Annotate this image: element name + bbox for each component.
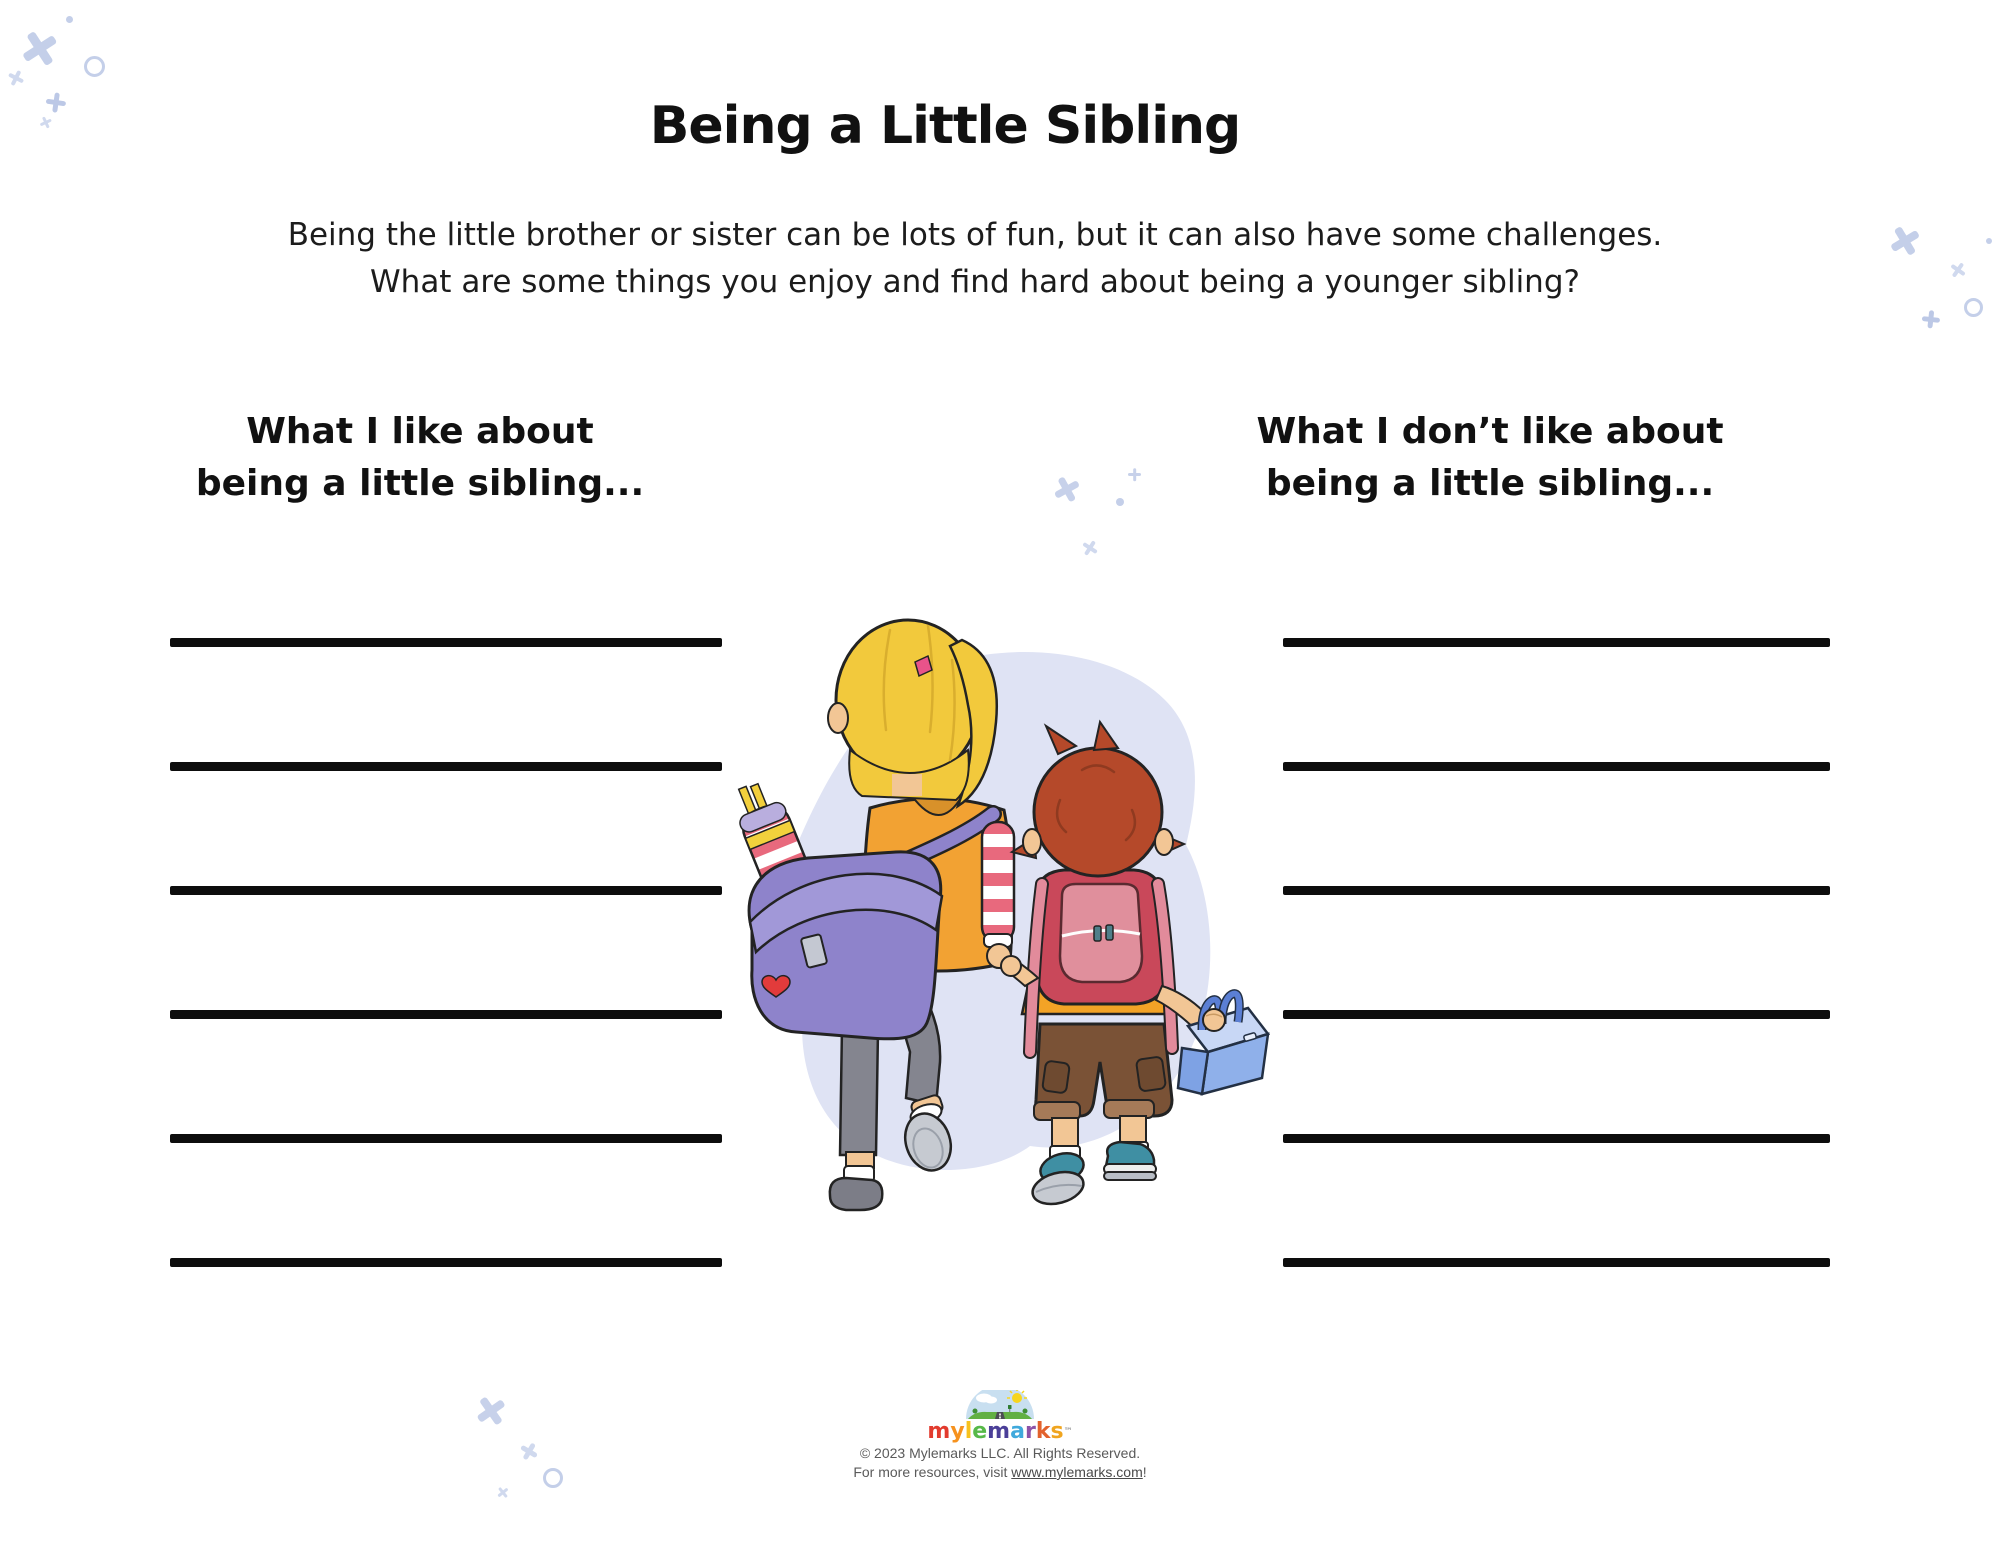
sparkle-x-icon [38,114,53,129]
logo-letter: a [1010,1419,1025,1444]
siblings-illustration [700,600,1300,1220]
resources-text: For more resources, visit www.mylemarks.com! [853,1464,1147,1480]
page-title: Being a Little Sibling [649,96,1241,156]
left-column-heading [120,406,720,510]
writing-line[interactable] [170,762,722,771]
sparkle-plus-icon [1921,309,1941,329]
writing-line[interactable] [1283,762,1830,771]
logo-letter: s [1050,1419,1064,1444]
left-heading-line-1: What I like about [246,411,594,452]
sparkle-plus-icon [45,91,68,114]
writing-line[interactable] [1283,1134,1830,1143]
mylemarks-logo-icon [965,1390,1035,1420]
subtitle-line-2: What are some things you enjoy and find hard about being a younger sibling? [370,264,1580,300]
sparkle-ring-icon [543,1468,563,1488]
logo-letter: l [964,1419,973,1444]
mylemarks-link[interactable]: www.mylemarks.com [1011,1464,1143,1480]
sparkle-dot-icon [1116,498,1124,506]
logo-letter: r [1024,1419,1036,1444]
sparkle-x-icon [1051,473,1083,505]
logo-letter: y [950,1419,965,1444]
footer [700,1390,1300,1482]
logo-letter: e [972,1419,988,1444]
right-writing-lines [1283,638,1830,1278]
logo-wordmark [700,1420,1300,1444]
subtitle-line-1: Being the little brother or sister can be lots of fun, but it can also have some challenges. [287,217,1663,253]
writing-line[interactable] [1283,638,1830,647]
writing-line[interactable] [1283,1010,1830,1019]
sparkle-x-icon [1887,223,1923,259]
writing-line[interactable] [170,1010,722,1019]
trademark-symbol: ™ [1063,1427,1073,1437]
sparkle-x-icon [19,27,62,70]
sparkle-x-icon [518,1440,540,1462]
sparkle-ring-icon [84,56,105,77]
sparkle-x-icon [6,68,26,88]
writing-line[interactable] [170,1134,722,1143]
sparkle-plus-icon [1128,468,1141,481]
sparkle-x-icon [474,1394,509,1429]
writing-line[interactable] [170,1258,722,1267]
sparkle-dot-icon [66,16,73,23]
left-heading-line-2: being a little sibling... [195,463,645,504]
logo-letter: m [927,1419,951,1444]
copyright-text: © 2023 Mylemarks LLC. All Rights Reserved. [859,1445,1141,1461]
sparkle-x-icon [1949,261,1968,280]
right-heading-line-2: being a little sibling... [1265,463,1715,504]
logo-letter: m [987,1419,1011,1444]
left-writing-lines [170,638,722,1278]
writing-line[interactable] [1283,886,1830,895]
writing-line[interactable] [170,638,722,647]
logo-letter: k [1035,1419,1051,1444]
sparkle-dot-icon [1986,238,1992,244]
sparkle-ring-icon [1964,298,1983,317]
writing-line[interactable] [1283,1258,1830,1267]
page-subtitle [175,212,1775,306]
writing-line[interactable] [170,886,722,895]
sparkle-x-icon [1081,539,1100,558]
right-heading-line-1: What I don’t like about [1256,411,1724,452]
right-column-heading [1190,406,1790,510]
sparkle-x-icon [496,1485,509,1498]
